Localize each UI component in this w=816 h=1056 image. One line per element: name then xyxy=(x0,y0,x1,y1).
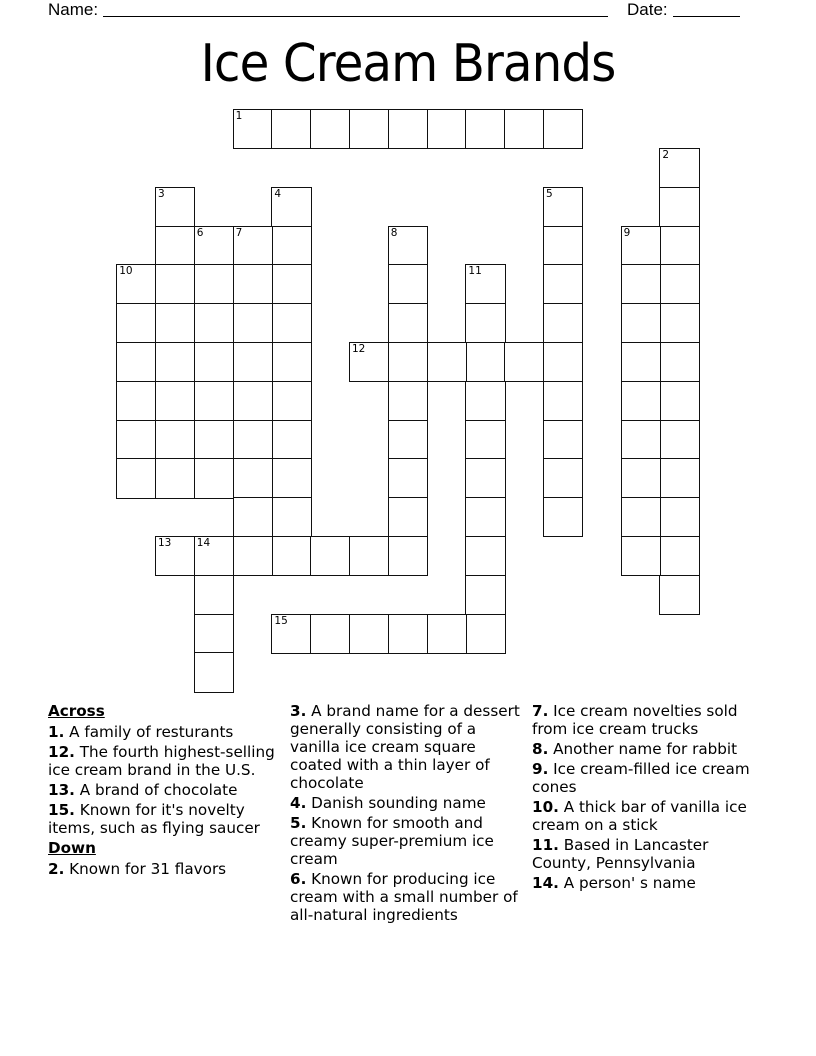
clue-text: A person' s name xyxy=(558,874,696,892)
grid-cell[interactable] xyxy=(233,536,273,576)
clues-column-1 xyxy=(48,702,284,880)
clue-down-9 xyxy=(532,760,768,796)
clue-across-1 xyxy=(48,723,284,741)
grid-cell[interactable] xyxy=(233,381,273,421)
cell-number: 5 xyxy=(546,187,553,200)
grid-cell[interactable] xyxy=(388,614,428,654)
grid-cell[interactable] xyxy=(388,109,428,149)
grid-cell[interactable] xyxy=(155,303,195,343)
grid-cell[interactable] xyxy=(465,575,505,615)
cell-number: 4 xyxy=(274,187,282,200)
down-heading: Down xyxy=(48,839,96,857)
grid-cell[interactable] xyxy=(388,264,428,304)
grid-cell[interactable] xyxy=(388,458,428,498)
clue-number: 8. xyxy=(532,740,549,758)
clue-across-13 xyxy=(48,781,284,799)
date-label: Date: xyxy=(627,0,668,19)
grid-cell[interactable] xyxy=(621,497,661,537)
name-label: Name: xyxy=(48,0,99,19)
clue-down-5 xyxy=(290,814,526,868)
grid-cell[interactable] xyxy=(116,420,156,460)
grid-cell[interactable] xyxy=(659,420,699,460)
cell-number: 9 xyxy=(623,226,631,239)
grid-cell[interactable] xyxy=(194,264,234,304)
grid-cell[interactable] xyxy=(465,614,505,654)
clue-text: Known for 31 flavors xyxy=(64,860,227,878)
grid-cell[interactable] xyxy=(194,303,234,343)
grid-cell[interactable] xyxy=(659,536,699,576)
grid-cell[interactable] xyxy=(504,342,544,382)
grid-cell[interactable] xyxy=(349,109,389,149)
grid-cell[interactable] xyxy=(155,420,195,460)
grid-cell[interactable] xyxy=(116,303,156,343)
grid-cell[interactable] xyxy=(427,342,467,382)
grid-cell[interactable] xyxy=(388,342,428,382)
clue-number: 1. xyxy=(48,723,65,741)
grid-cell[interactable] xyxy=(659,264,699,304)
clue-number: 2. xyxy=(48,860,65,878)
grid-cell[interactable] xyxy=(465,264,505,304)
grid-cell[interactable] xyxy=(194,420,234,460)
grid-cell[interactable] xyxy=(155,264,195,304)
cell-number: 13 xyxy=(158,537,172,549)
grid-cell[interactable] xyxy=(233,342,273,382)
grid-cell[interactable] xyxy=(543,264,583,304)
clue-number: 10. xyxy=(532,798,559,816)
grid-cell[interactable] xyxy=(155,458,195,498)
cell-number: 2 xyxy=(662,149,670,161)
clue-text: The fourth highest-selling ice cream brand in the U.S. xyxy=(48,743,275,779)
grid-cell[interactable] xyxy=(543,226,583,266)
grid-cell[interactable] xyxy=(155,536,195,576)
grid-cell[interactable] xyxy=(659,575,699,615)
clue-down-7 xyxy=(532,702,768,738)
clue-number: 4. xyxy=(290,794,307,812)
grid-cell[interactable] xyxy=(194,536,234,576)
grid-cell[interactable] xyxy=(233,420,273,460)
cell-number: 14 xyxy=(196,537,211,549)
cell-number: 10 xyxy=(119,265,133,278)
clue-text: Ice cream-filled ice cream cones xyxy=(532,760,750,796)
grid-cell[interactable] xyxy=(465,303,505,343)
clue-number: 5. xyxy=(290,814,307,832)
grid-cell[interactable] xyxy=(271,497,311,537)
clue-number: 13. xyxy=(48,781,75,799)
grid-cell[interactable] xyxy=(543,187,583,227)
grid-cell[interactable] xyxy=(465,109,505,149)
clue-down-10 xyxy=(532,798,768,834)
grid-cell[interactable] xyxy=(116,264,156,304)
grid-cell[interactable] xyxy=(659,187,699,227)
clue-text: Another name for rabbit xyxy=(548,740,738,758)
clue-text: A brand of chocolate xyxy=(74,781,238,799)
grid-cell[interactable] xyxy=(427,614,467,654)
grid-cell[interactable] xyxy=(349,536,389,576)
grid-cell[interactable] xyxy=(271,381,311,421)
grid-cell[interactable] xyxy=(194,614,234,654)
clue-text: Ice cream novelties sold from ice cream trucks xyxy=(532,702,738,738)
grid-cell[interactable] xyxy=(194,575,234,615)
grid-cell[interactable] xyxy=(621,420,661,460)
grid-cell[interactable] xyxy=(621,226,661,266)
grid-cell[interactable] xyxy=(194,381,234,421)
grid-cell[interactable] xyxy=(621,536,661,576)
grid-cell[interactable] xyxy=(427,109,467,149)
clue-number: 9. xyxy=(532,760,549,778)
grid-cell[interactable] xyxy=(116,381,156,421)
grid-cell[interactable] xyxy=(543,458,583,498)
clue-text: Known for smooth and creamy super-premium ice cream xyxy=(290,814,494,868)
grid-cell[interactable] xyxy=(349,342,389,382)
across-heading: Across xyxy=(48,702,105,720)
cell-number: 15 xyxy=(274,614,288,627)
grid-cell[interactable] xyxy=(271,264,311,304)
clue-down-8 xyxy=(532,740,768,758)
grid-cell[interactable] xyxy=(388,497,428,537)
grid-cell[interactable] xyxy=(388,226,428,266)
grid-cell[interactable] xyxy=(465,536,505,576)
grid-cell[interactable] xyxy=(659,381,699,421)
grid-cell[interactable] xyxy=(388,303,428,343)
grid-cell[interactable] xyxy=(504,109,544,149)
grid-cell[interactable] xyxy=(155,226,195,266)
grid-cell[interactable] xyxy=(621,342,661,382)
grid-cell[interactable] xyxy=(271,303,311,343)
grid-cell[interactable] xyxy=(310,109,350,149)
grid-cell[interactable] xyxy=(271,458,311,498)
grid-cell[interactable] xyxy=(388,420,428,460)
grid-cell[interactable] xyxy=(233,458,273,498)
grid-cell[interactable] xyxy=(271,420,311,460)
grid-cell[interactable] xyxy=(543,381,583,421)
clue-text: Known for it's novelty items, such as flying saucer xyxy=(48,801,260,837)
grid-cell[interactable] xyxy=(659,342,699,382)
cell-number: 12 xyxy=(352,343,366,355)
clue-down-4 xyxy=(290,794,526,812)
grid-cell[interactable] xyxy=(310,614,350,654)
grid-cell[interactable] xyxy=(116,458,156,498)
clue-down-6 xyxy=(290,870,526,924)
cell-number: 8 xyxy=(390,226,398,239)
grid-cell[interactable] xyxy=(543,303,583,343)
clue-number: 15. xyxy=(48,801,75,819)
grid-cell[interactable] xyxy=(233,264,273,304)
clue-text: Danish sounding name xyxy=(306,794,486,812)
grid-cell[interactable] xyxy=(543,497,583,537)
clue-number: 6. xyxy=(290,870,307,888)
grid-cell[interactable] xyxy=(465,497,505,537)
grid-cell[interactable] xyxy=(155,381,195,421)
grid-cell[interactable] xyxy=(621,458,661,498)
clue-text: Based in Lancaster County, Pennsylvania xyxy=(532,836,709,872)
clue-text: A brand name for a dessert generally consisting of a vanilla ice cream square coated with a thin layer of chocolate xyxy=(290,702,520,792)
clue-across-15 xyxy=(48,801,284,837)
clue-down-2 xyxy=(48,860,284,878)
grid-cell[interactable] xyxy=(621,264,661,304)
grid-cell[interactable] xyxy=(271,226,311,266)
grid-cell[interactable] xyxy=(349,614,389,654)
clue-across-12 xyxy=(48,743,284,779)
clue-down-11 xyxy=(532,836,768,872)
cell-number: 6 xyxy=(196,226,204,239)
grid-cell[interactable] xyxy=(194,342,234,382)
clue-down-14 xyxy=(532,874,768,892)
clue-text: A family of resturants xyxy=(64,723,234,741)
clue-text: A thick bar of vanilla ice cream on a stick xyxy=(532,798,747,834)
grid-cell[interactable] xyxy=(465,342,505,382)
cell-number: 1 xyxy=(235,110,243,123)
grid-cell[interactable] xyxy=(465,381,505,421)
grid-cell[interactable] xyxy=(659,226,699,266)
grid-cell[interactable] xyxy=(233,109,273,149)
clues-column-3 xyxy=(532,702,768,894)
grid-cell[interactable] xyxy=(233,497,273,537)
grid-cell[interactable] xyxy=(194,458,234,498)
grid-cell[interactable] xyxy=(543,342,583,382)
grid-cell[interactable] xyxy=(233,226,273,266)
grid-cell[interactable] xyxy=(271,614,311,654)
grid-cell[interactable] xyxy=(194,652,234,692)
grid-cell[interactable] xyxy=(271,109,311,149)
grid-cell[interactable] xyxy=(194,226,234,266)
grid-cell[interactable] xyxy=(155,187,195,227)
clue-number: 11. xyxy=(532,836,559,854)
grid-cell[interactable] xyxy=(271,536,311,576)
clue-number: 7. xyxy=(532,702,549,720)
grid-cell[interactable] xyxy=(116,342,156,382)
grid-cell[interactable] xyxy=(271,187,311,227)
grid-cell[interactable] xyxy=(310,536,350,576)
grid-cell[interactable] xyxy=(233,303,273,343)
grid-cell[interactable] xyxy=(659,497,699,537)
cell-number: 11 xyxy=(468,265,482,278)
clue-text: Known for producing ice cream with a small number of all-natural ingredients xyxy=(290,870,518,924)
grid-cell[interactable] xyxy=(659,303,699,343)
cell-number: 7 xyxy=(235,226,243,239)
grid-cell[interactable] xyxy=(659,148,699,188)
grid-cell[interactable] xyxy=(271,342,311,382)
grid-cell[interactable] xyxy=(621,381,661,421)
clue-number: 3. xyxy=(290,702,307,720)
grid-cell[interactable] xyxy=(659,458,699,498)
grid-cell[interactable] xyxy=(543,420,583,460)
clue-number: 12. xyxy=(48,743,75,761)
grid-cell[interactable] xyxy=(388,381,428,421)
grid-cell[interactable] xyxy=(388,536,428,576)
grid-cell[interactable] xyxy=(543,109,583,149)
grid-cell[interactable] xyxy=(155,342,195,382)
clue-number: 14. xyxy=(532,874,559,892)
clue-down-3 xyxy=(290,702,526,792)
clues-column-2 xyxy=(290,702,526,926)
grid-cell[interactable] xyxy=(465,458,505,498)
cell-number: 3 xyxy=(158,187,165,200)
page-title: Ice Cream Brands xyxy=(200,34,616,94)
grid-cell[interactable] xyxy=(465,420,505,460)
grid-cell[interactable] xyxy=(621,303,661,343)
